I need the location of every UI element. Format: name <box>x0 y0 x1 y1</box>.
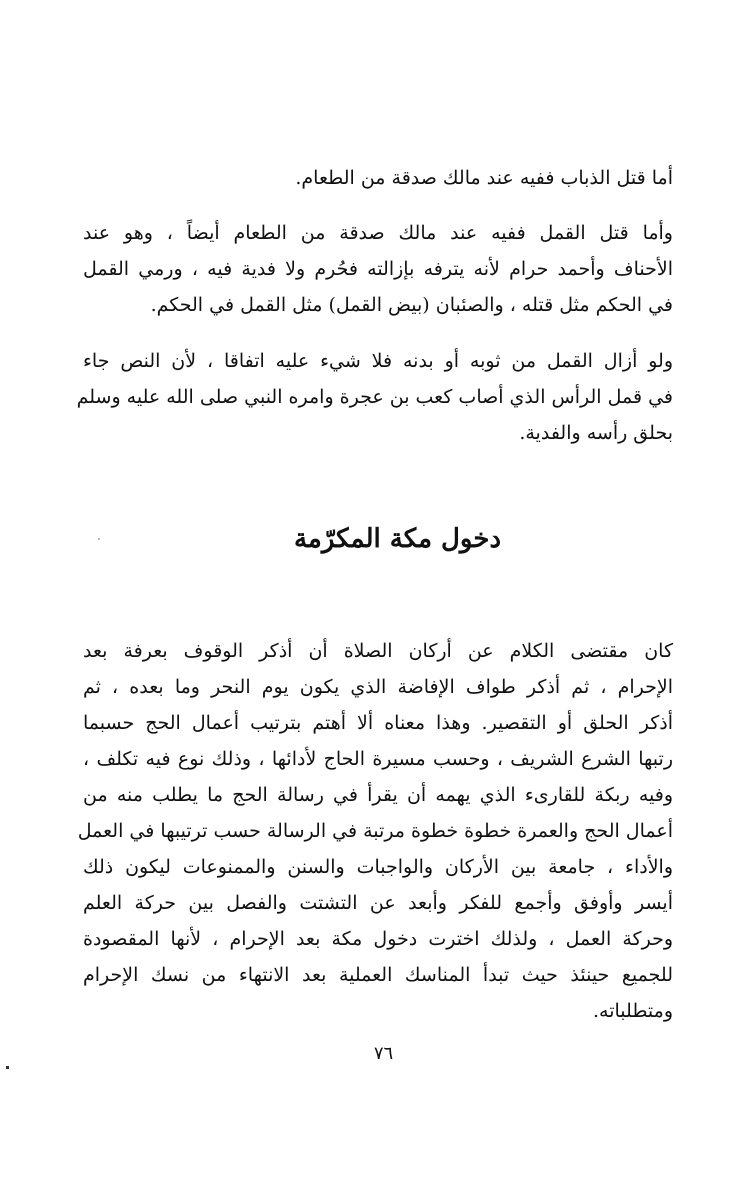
paragraph-lice <box>83 215 673 323</box>
text-line: في قمل الرأس الذي أصاب كعب بن عجرة وامره النبي صلى الله عليه وسلم <box>76 386 673 408</box>
text-line: أذكر الحلق أو التقصير. وهذا معناه ألا أهتم بترتيب أعمال الحج حسبما <box>83 712 673 734</box>
paragraph-flies <box>83 160 673 196</box>
page-number: ٧٦ <box>373 1043 394 1064</box>
text-line: وفيه ربكة للقارىء الذي يهمه أن يقرأ في رسالة الحج ما يطلب منه من <box>83 784 674 806</box>
scan-speck <box>98 538 100 540</box>
text-line: ولو أزال القمل من ثوبه أو بدنه فلا شيء عليه اتفاقا ، لأن النص جاء <box>83 350 673 372</box>
text-line: رتبها الشرع الشريف ، وحسب مسيرة الحاج لأدائها ، وذلك نوع فيه تكلف ، <box>83 748 673 770</box>
text-line: وأما قتل القمل ففيه عند مالك صدقة من الطعام أيضاً ، وهو عند <box>83 222 673 244</box>
text-line: أما قتل الذباب ففيه عند مالك صدقة من الطعام. <box>295 167 673 189</box>
text-line: وحركة العمل ، ولذلك اخترت دخول مكة بعد الإحرام ، لأنها المقصودة <box>83 928 673 950</box>
text-line: للجميع حينئذ حيث تبدأ المناسك العملية بعد الانتهاء من نسك الإحرام <box>83 964 673 986</box>
text-line: الأحناف وأحمد حرام لأنه يترفه بإزالته فحُرم ولا فدية فيه ، ورمي القمل <box>83 258 673 280</box>
text-line: والأداء ، جامعة بين الأركان والواجبات والسنن والممنوعات ليكون ذلك <box>83 856 673 878</box>
paragraph-entering-makkah <box>77 633 674 1029</box>
text-line: بحلق رأسه والفدية. <box>519 422 673 444</box>
text-line: كان مقتضى الكلام عن أركان الصلاة أن أذكر الوقوف بعرفة بعد <box>83 640 673 662</box>
text-line: الإحرام ، ثم أذكر طواف الإفاضة الذي يكون يوم النحر وما بعده ، ثم <box>83 676 673 698</box>
text-line: أعمال الحج والعمرة خطوة خطوة مرتبة في الرسالة حسب ترتيبها في العمل <box>77 820 673 842</box>
scan-speck <box>6 1066 9 1069</box>
text-line: أيسر وأوفق وأجمع للفكر وأبعد عن التشتت والفصل بين حركة العلم <box>83 892 673 914</box>
text-line: في الحكم مثل قتله ، والصئبان (بيض القمل) مثل القمل في الحكم. <box>150 294 673 316</box>
section-heading: دخول مكة المكرّمة <box>293 524 502 554</box>
paragraph-removing-lice <box>76 343 673 451</box>
text-line: ومتطلباته. <box>593 1000 673 1022</box>
